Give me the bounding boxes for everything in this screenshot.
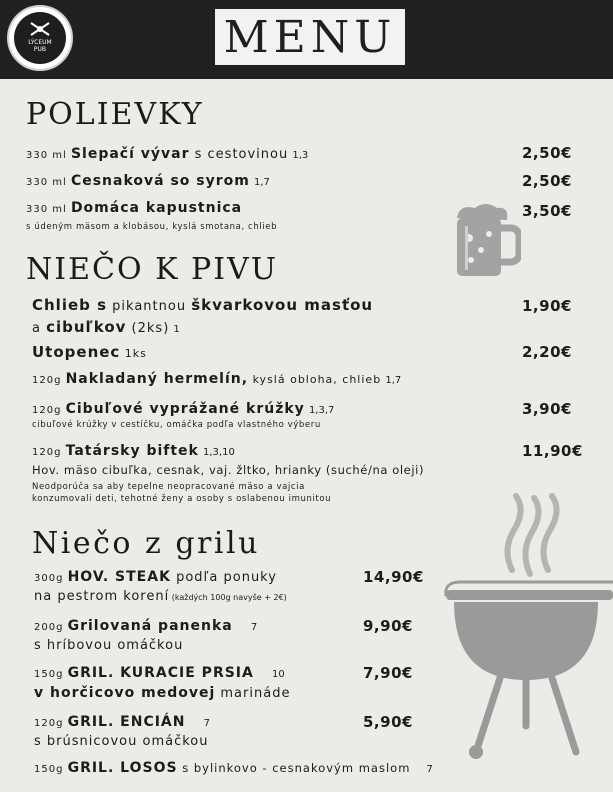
item-price: 9,90€ bbox=[363, 617, 413, 635]
menu-item: 120g GRIL. ENCIÁN 7 bbox=[34, 714, 211, 730]
menu-item: 120g Tatársky biftek 1,3,10 bbox=[32, 443, 235, 459]
grill-icon bbox=[440, 490, 613, 760]
item-line2: s brúsnicovou omáčkou bbox=[34, 734, 209, 749]
section-title-k-pivu: NIEČO K PIVU bbox=[26, 252, 279, 287]
menu-item: 330 ml Domáca kapustnica bbox=[26, 200, 243, 216]
logo-line-2: PUB bbox=[33, 46, 47, 53]
item-note-2: konzumovali deti, tehotné ženy a osoby s oslabenou imunitou bbox=[32, 494, 332, 504]
pub-logo-icon bbox=[7, 5, 73, 71]
menu-item: 150g GRIL. KURACIE PRSIA 10 bbox=[34, 665, 285, 681]
item-description: s údeným mäsom a klobásou, kyslá smotana, chlieb bbox=[26, 222, 278, 232]
item-line2: v horčicovo medovej marináde bbox=[34, 685, 291, 701]
item-price: 3,90€ bbox=[522, 400, 572, 418]
item-price: 2,50€ bbox=[522, 172, 572, 190]
section-title-z-grilu: Niečo z grilu bbox=[32, 526, 260, 561]
item-line2: s hríbovou omáčkou bbox=[34, 638, 184, 653]
menu-item: 150g GRIL. LOSOS s bylinkovo - cesnakovým maslom 7 bbox=[34, 760, 433, 776]
item-price: 1,90€ bbox=[522, 297, 572, 315]
section-title-polievky: POLIEVKY bbox=[26, 97, 204, 132]
header-bar bbox=[0, 0, 613, 79]
menu-item: Chlieb s pikantnou škvarkovou masťou bbox=[32, 296, 374, 314]
page-title: MENU bbox=[215, 9, 405, 65]
item-note-1: Neodporúča sa aby tepelne neopracované mäso a vajcia bbox=[32, 482, 305, 492]
item-price: 5,90€ bbox=[363, 713, 413, 731]
beer-mug-icon bbox=[447, 200, 521, 280]
item-line2: Hov. mäso cibuľka, cesnak, vaj. žltko, hrianky (suché/na oleji) bbox=[32, 463, 425, 477]
menu-item: 300g HOV. STEAK podľa ponuky bbox=[34, 569, 277, 585]
item-line2: na pestrom korení (každých 100g navyše + 2€) bbox=[34, 589, 287, 604]
menu-item: 200g Grilovaná panenka 7 bbox=[34, 618, 258, 634]
menu-item: 330 ml Slepačí vývar s cestovinou 1,3 bbox=[26, 146, 309, 162]
menu-item: 120g Cibuľové vyprážané krúžky 1,3,7 bbox=[32, 401, 335, 417]
item-price: 14,90€ bbox=[363, 568, 424, 586]
menu-item: 120g Nakladaný hermelín, kyslá obloha, chlieb 1,7 bbox=[32, 371, 402, 387]
menu-item: 330 ml Cesnaková so syrom 1,7 bbox=[26, 173, 270, 189]
logo-line-1: LÝCEUM bbox=[28, 39, 52, 46]
item-price: 3,50€ bbox=[522, 202, 572, 220]
item-price: 2,20€ bbox=[522, 343, 572, 361]
menu-item: Utopenec 1ks bbox=[32, 343, 147, 361]
item-price: 11,90€ bbox=[522, 442, 583, 460]
item-price: 7,90€ bbox=[363, 664, 413, 682]
item-description: cibuľové krúžky v cestíčku, omáčka podľa vlastného výberu bbox=[32, 420, 321, 430]
menu-item-line2: a cibuľkov (2ks) 1 bbox=[32, 318, 180, 336]
item-price: 2,50€ bbox=[522, 144, 572, 162]
